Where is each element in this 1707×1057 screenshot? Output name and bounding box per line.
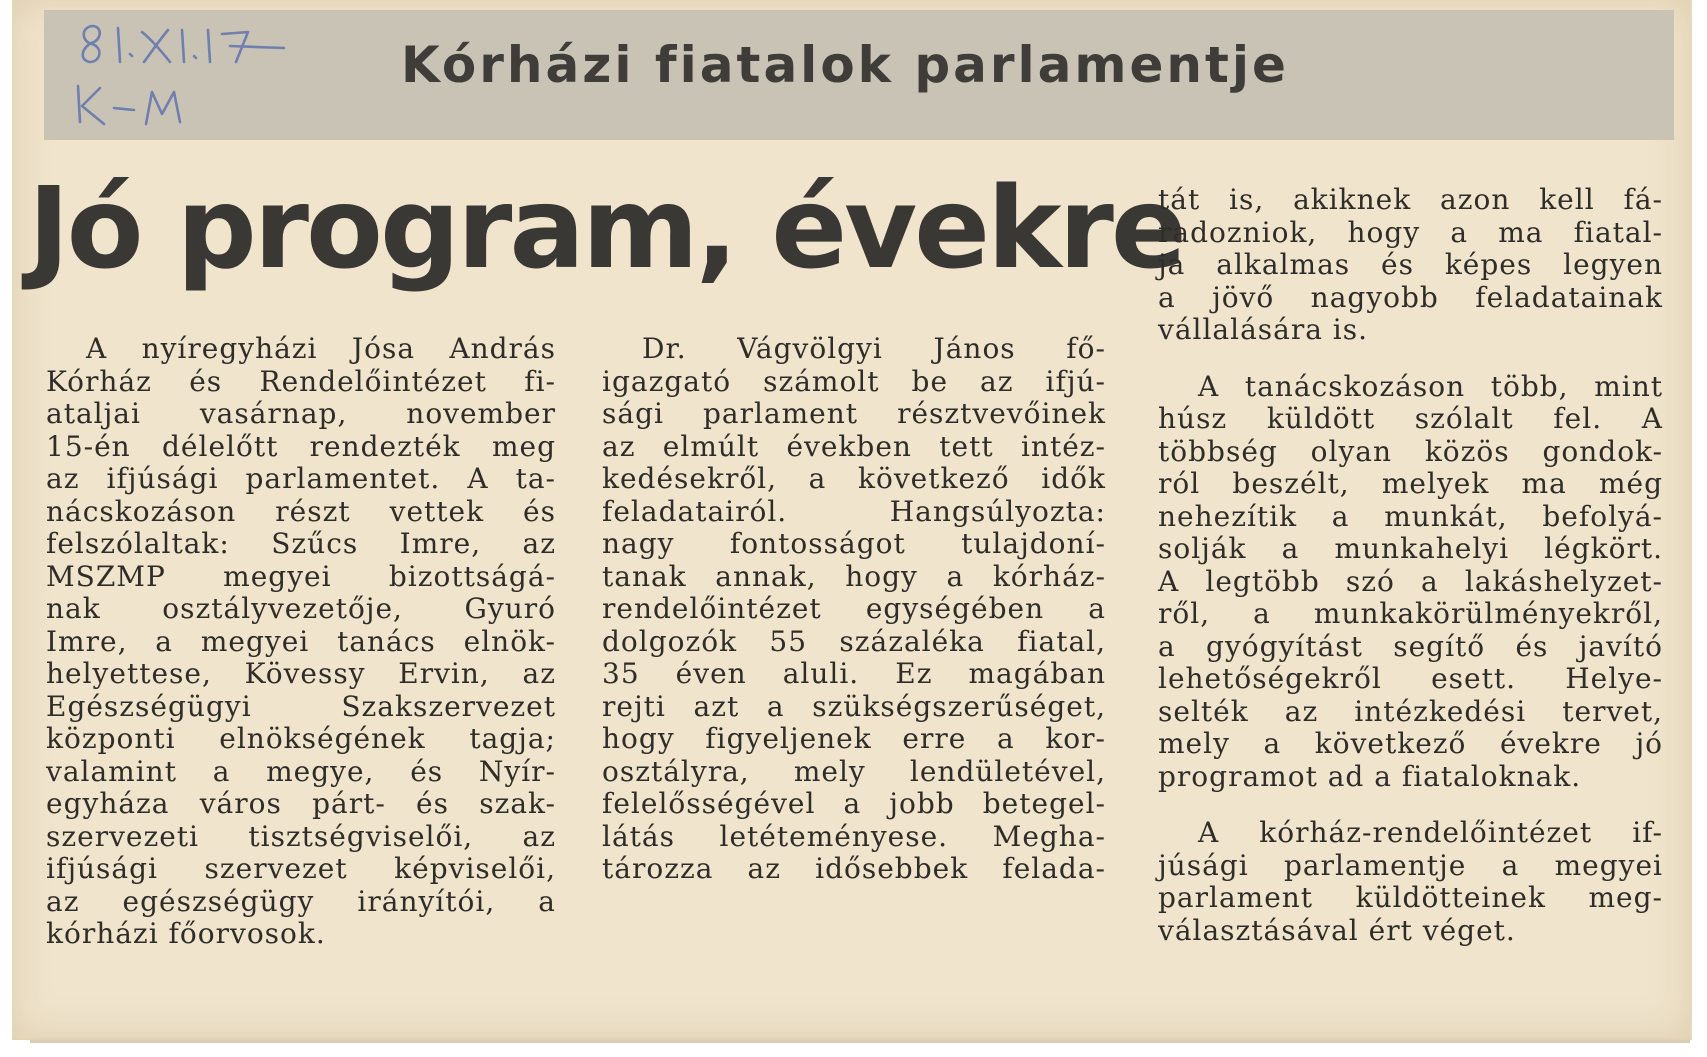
text-line: nagy fontosságot tulajdoní- [602,527,1106,560]
text-line: ról beszélt, melyek ma még [1158,467,1663,500]
text-line: az elmúlt években tett intéz- [602,429,1106,463]
text-line: nácskozáson részt vettek és [46,494,556,528]
text-line: A nyíregyházi Jósa András [86,332,556,365]
text-line: 35 éven aluli. Ez magában [602,657,1106,690]
text-line: osztályra, mely lendületével, [602,754,1106,788]
text-line: A tanácskozáson több, mint [1198,369,1663,403]
text-line: radozniok, hogy a ma fiatal- [1158,215,1663,249]
article-headline: Jó program, évekre [28,164,1184,294]
text-line: szervezeti tisztségviselői, az [46,819,556,853]
text-line: selték az intézkedési tervet, [1158,694,1663,728]
text-line: felelősségével a jobb betegel- [602,787,1106,820]
text-line: az egészségügy irányítói, a [46,884,556,918]
text-line: parlament küldötteinek meg- [1158,881,1663,914]
text-line: A legtöbb szó a lakáshelyzet- [1158,564,1663,598]
text-line: választásával ért véget. [1158,913,1516,947]
article-column-2 [602,333,1106,886]
text-line: látás letéteményese. Megha- [602,819,1106,853]
article-kicker: Kórházi fiatalok parlamentje [401,36,1289,94]
text-line: júsági parlamentje a megyei [1158,848,1663,882]
text-line: igazgató számolt be az ifjú- [602,364,1106,398]
text-line: Imre, a megyei tanács elnök- [46,624,556,658]
text-line: dolgozók 55 százaléka fiatal, [602,624,1106,658]
text-line: sági parlament résztvevőinek [602,397,1106,430]
text-line: MSZMP megyei bizottságá- [46,559,556,593]
text-line: feladatairól. Hangsúlyozta: [602,494,1106,528]
article-column-3 [1158,184,1663,947]
text-line: rendelőintézet egységében a [602,592,1106,625]
text-line: rejti azt a szükségszerűséget, [602,689,1106,723]
text-line: nehezítik a munkát, befolyá- [1158,499,1663,533]
text-line: húsz küldött szólalt fel. A [1158,402,1663,435]
text-line: központi elnökségének tagja; [46,722,556,755]
text-line: többség olyan közös gondok- [1158,434,1663,468]
article-column-1 [46,333,556,951]
text-line: az ifjúsági parlamentet. A ta- [46,462,556,495]
text-line: Kórház és Rendelőintézet fi- [46,364,556,398]
text-line: A kórház-rendelőintézet if- [1198,816,1663,849]
text-line: Egészségügyi Szakszervezet [46,689,556,723]
text-line: vállalására is. [1158,313,1369,346]
text-line: helyettese, Kövessy Ervin, az [46,657,556,690]
text-line: nak osztályvezetője, Gyuró [46,592,556,625]
text-line: lehetőségekről esett. Helye- [1158,662,1663,695]
clipping-bottom-edge [30,1040,1690,1043]
text-line: egyháza város párt- és szak- [46,787,556,820]
text-line: kedésekről, a következő idők [602,462,1106,495]
text-line: 15-én délelőtt rendezték meg [46,429,556,463]
text-line: tanak annak, hogy a kórház- [602,559,1106,593]
text-line: programot ad a fiataloknak. [1158,759,1582,793]
text-line: tát is, akiknek azon kell fá- [1158,183,1663,216]
text-line: solják a munkahelyi légkört. [1158,532,1663,565]
text-line: a jövő nagyobb feladatainak [1158,280,1663,314]
text-line: ről, a munkakörülményekről, [1158,597,1663,630]
text-line: ifjúsági szervezet képviselői, [46,852,556,885]
text-line: a gyógyítást segítő és javító [1158,629,1663,663]
text-line: kórházi főorvosok. [46,917,326,950]
text-line: ataljai vasárnap, november [46,397,556,430]
text-line: felszólaltak: Szűcs Imre, az [46,527,556,560]
text-line: tározza az idősebbek felada- [602,852,1106,885]
text-line: hogy figyeljenek erre a kor- [602,722,1106,755]
text-line: mely a következő évekre jó [1158,727,1663,760]
text-line: ja alkalmas és képes legyen [1158,248,1663,281]
text-line: Dr. Vágvölgyi János fő- [642,332,1106,365]
text-line: valamint a megye, és Nyír- [46,754,556,788]
